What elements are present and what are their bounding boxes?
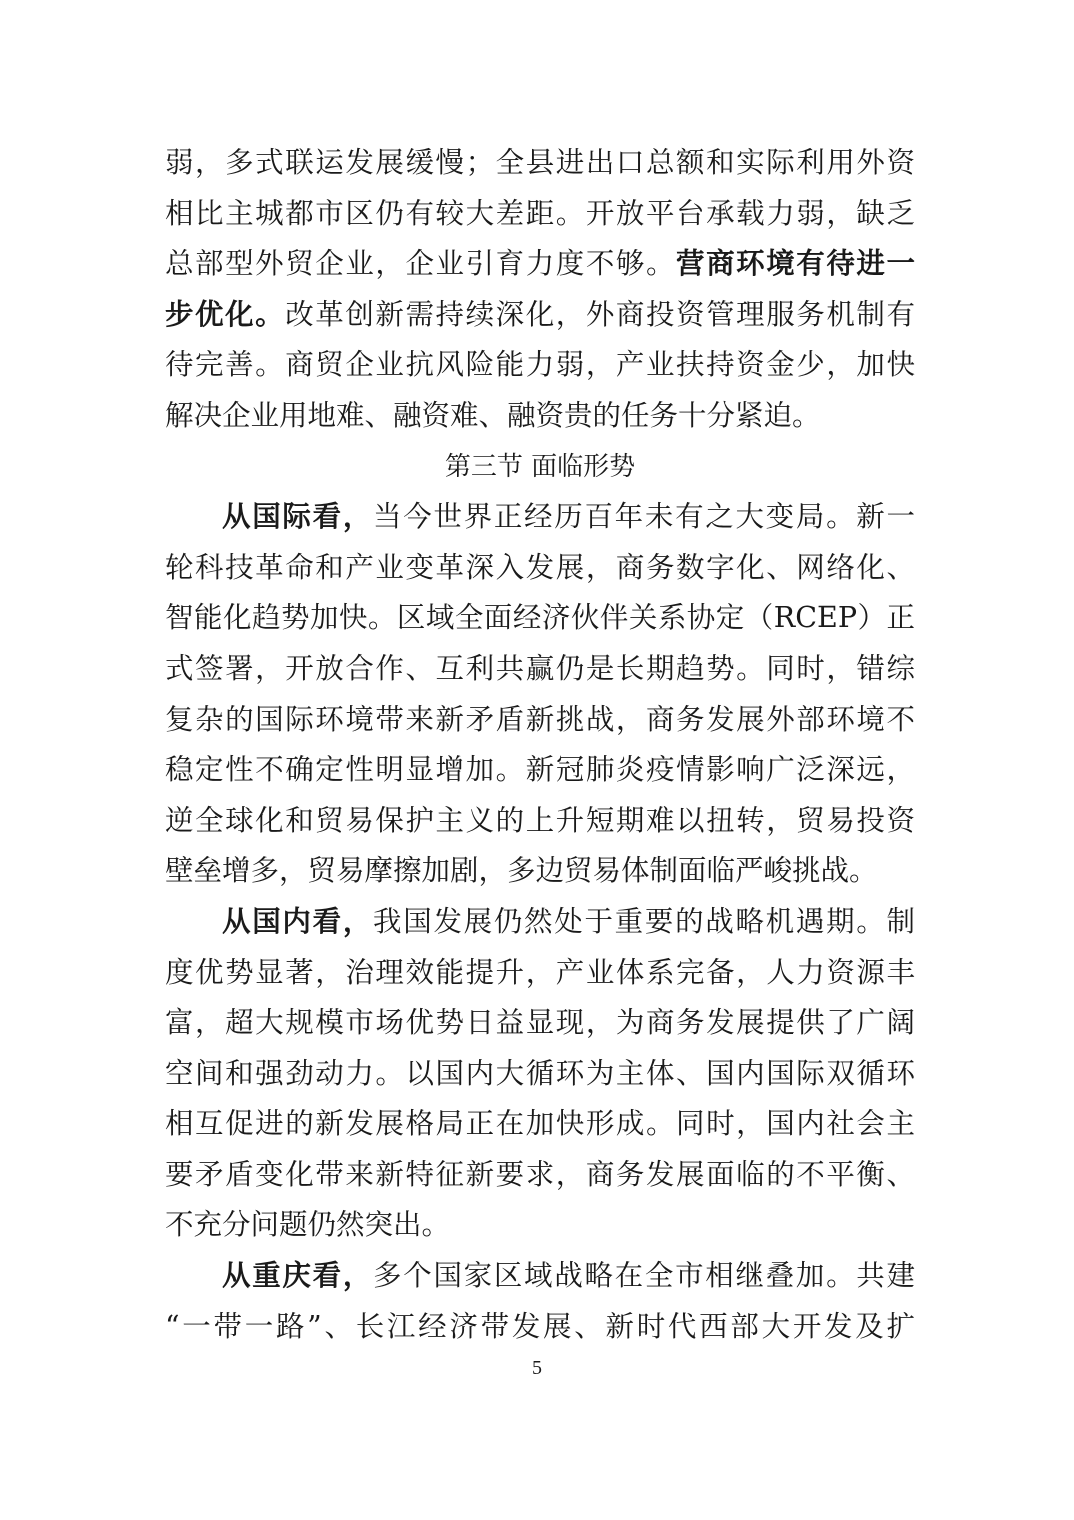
text-line: 富，超大规模市场优势日益显现，为商务发展提供了广阔 — [165, 1006, 915, 1040]
text-line: 相互促进的新发展格局正在加快形成。同时，国内社会主 — [165, 1107, 915, 1141]
text-line: 复杂的国际环境带来新矛盾新挑战，商务发展外部环境不 — [165, 702, 915, 736]
paragraph-lead: 从重庆看， — [222, 1259, 374, 1293]
text-line: 轮科技革命和产业变革深入发展，商务数字化、网络化、 — [165, 550, 915, 584]
text-line: 空间和强劲动力。以国内大循环为主体、国内国际双循环 — [165, 1056, 915, 1090]
paragraph-first-line — [165, 492, 915, 543]
page-number: 5 — [532, 1357, 542, 1379]
paragraph-lead: 从国际看， — [222, 500, 374, 534]
bold-emphasis: 营商环境有待进一 — [676, 247, 915, 281]
text-run: 改革创新需持续深化，外商投资管理服务机制有 — [285, 297, 915, 331]
paragraph-first-line — [165, 897, 915, 948]
text-line — [165, 239, 915, 290]
text-line: 要矛盾变化带来新特征新要求，商务发展面临的不平衡、 — [165, 1157, 915, 1191]
text-line: 弱，多式联运发展缓慢；全县进出口总额和实际利用外资 — [165, 146, 915, 179]
text-run: 当今世界正经历百年未有之大变局。新一 — [373, 500, 915, 534]
text-line: 式签署，开放合作、互利共赢仍是长期趋势。同时，错综 — [165, 651, 915, 685]
bold-emphasis: 步优化。 — [165, 297, 286, 331]
text-line: “一带一路”、长江经济带发展、新时代西部大开发及扩 — [165, 1309, 915, 1343]
text-line: 相比主城都市区仍有较大差距。开放平台承载力弱，缺乏 — [165, 196, 915, 230]
text-line: 智能化趋势加快。区域全面经济伙伴关系协定（RCEP）正 — [165, 601, 915, 635]
paragraph-first-line — [165, 1251, 915, 1302]
section-heading: 第三节 面临形势 — [444, 451, 636, 482]
text-line — [165, 290, 915, 341]
text-line: 稳定性不确定性明显增加。新冠肺炎疫情影响广泛深远， — [165, 753, 915, 787]
document-page — [165, 138, 915, 1352]
text-line: 壁垒增多，贸易摩擦加剧，多边贸易体制面临严峻挑战。 — [165, 854, 878, 888]
text-line: 逆全球化和贸易保护主义的上升短期难以扭转，贸易投资 — [165, 803, 915, 837]
text-line: 度优势显著，治理效能提升，产业体系完备，人力资源丰 — [165, 955, 915, 989]
text-run: 多个国家区域战略在全市相继叠加。共建 — [373, 1259, 915, 1293]
text-run: 总部型外贸企业，企业引育力度不够。 — [165, 247, 677, 281]
paragraph-lead: 从国内看， — [222, 904, 374, 938]
text-run: 我国发展仍然处于重要的战略机遇期。制 — [373, 904, 915, 938]
text-line: 解决企业用地难、融资难、融资贵的任务十分紧迫。 — [165, 398, 821, 432]
text-line: 不充分问题仍然突出。 — [165, 1208, 451, 1242]
text-line: 待完善。商贸企业抗风险能力弱，产业扶持资金少，加快 — [165, 348, 915, 382]
